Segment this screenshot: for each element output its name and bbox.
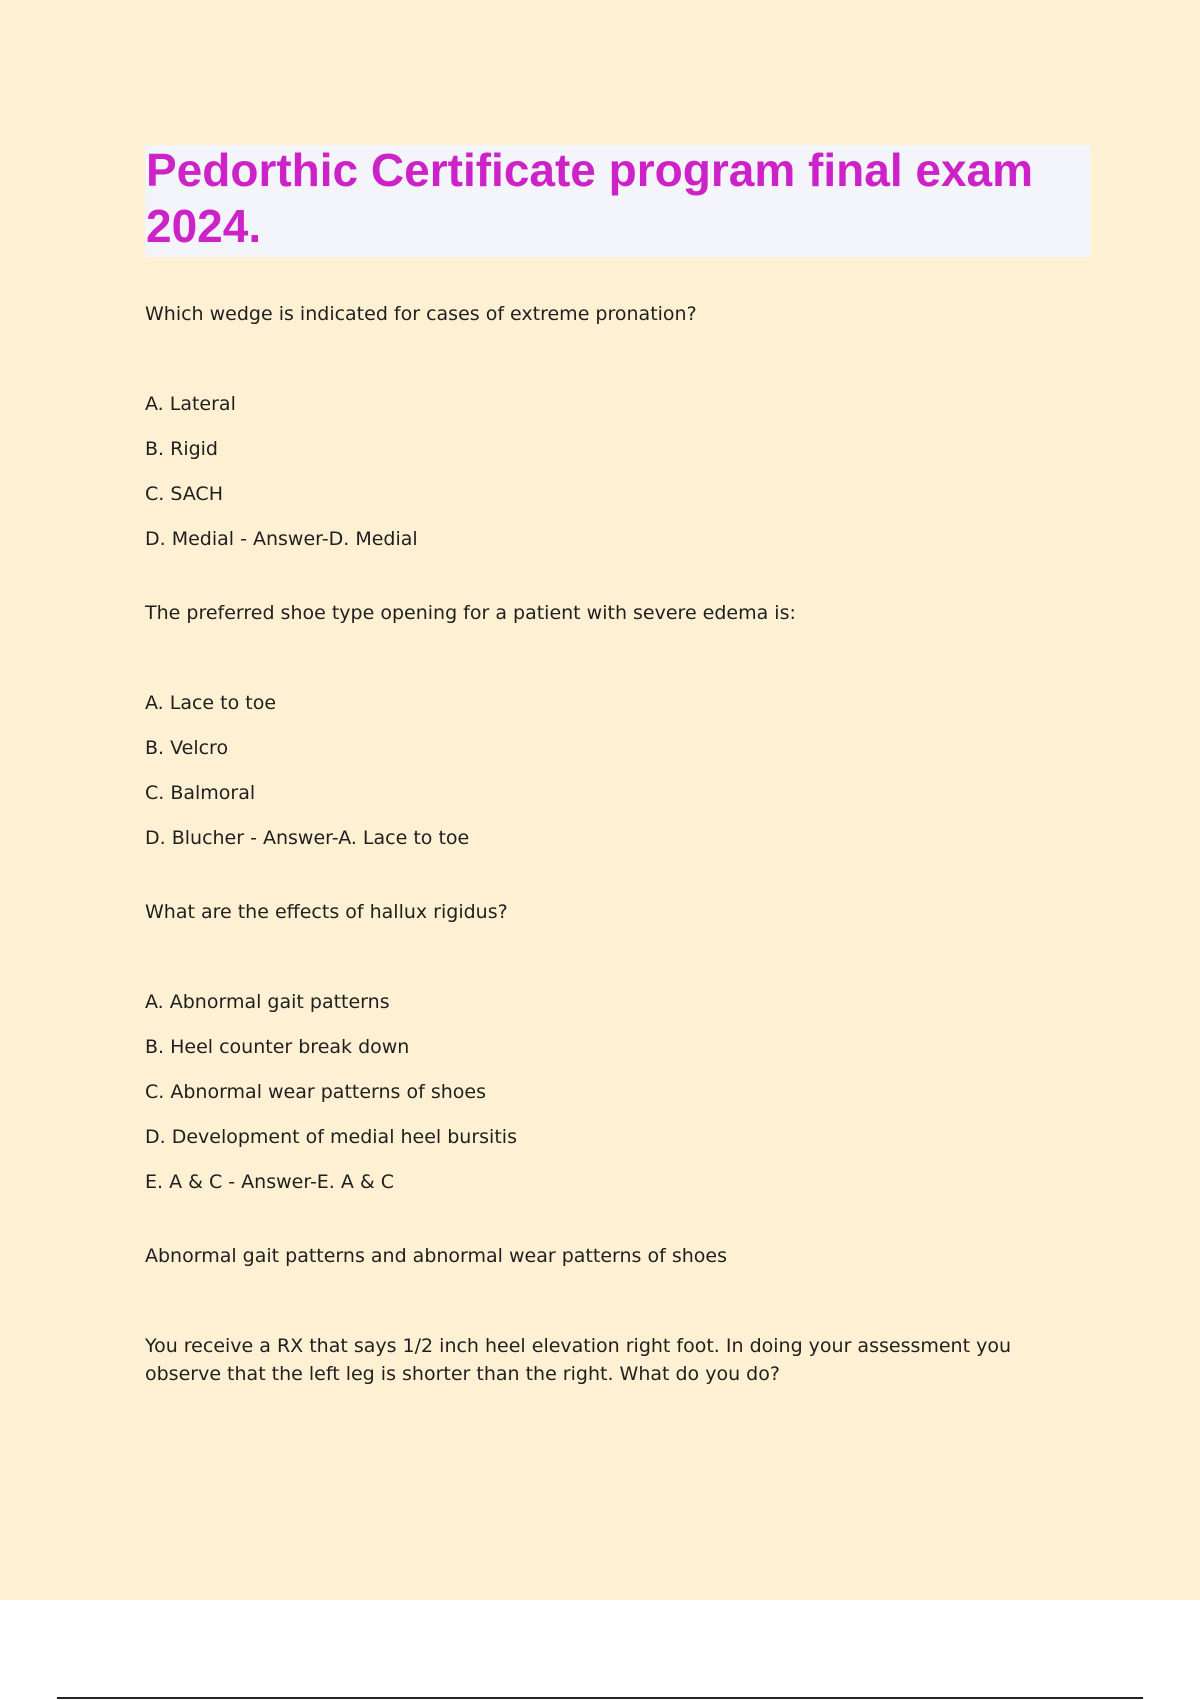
exam-content <box>145 300 1085 1388</box>
question-block-3 <box>145 898 1085 1196</box>
option-b: B. Rigid <box>145 438 218 460</box>
question-text: The preferred shoe type opening for a patient with severe edema is: <box>145 602 796 624</box>
question-text: Which wedge is indicated for cases of extreme pronation? <box>145 303 697 325</box>
option-list <box>145 689 1085 852</box>
option-e-answer: E. A & C - Answer-E. A & C <box>145 1171 395 1193</box>
question-block-2 <box>145 599 1085 852</box>
option-d-answer: D. Medial - Answer-D. Medial <box>145 528 418 550</box>
option-list <box>145 988 1085 1196</box>
option-b: B. Heel counter break down <box>145 1036 410 1058</box>
option-b: B. Velcro <box>145 737 229 759</box>
option-a: A. Abnormal gait patterns <box>145 991 390 1013</box>
answer-explanation: Abnormal gait patterns and abnormal wear patterns of shoes <box>145 1245 727 1267</box>
question-text: What are the effects of hallux rigidus? <box>145 901 508 923</box>
option-a: A. Lateral <box>145 393 236 415</box>
option-c: C. Abnormal wear patterns of shoes <box>145 1081 486 1103</box>
option-c: C. Balmoral <box>145 782 256 804</box>
option-d: D. Development of medial heel bursitis <box>145 1126 517 1148</box>
option-list <box>145 390 1085 553</box>
option-c: C. SACH <box>145 483 223 505</box>
page-title: Pedorthic Certificate program final exam 2024. <box>146 144 1034 252</box>
option-d-answer: D. Blucher - Answer-A. Lace to toe <box>145 827 470 849</box>
option-a: A. Lace to toe <box>145 692 277 714</box>
footer-divider <box>57 1697 1143 1699</box>
question-block-1 <box>145 300 1085 553</box>
final-question-text: You receive a RX that says 1/2 inch heel elevation right foot. In doing your assessment you observe that the left leg is shorter than the right. What do you do? <box>145 1335 1012 1385</box>
